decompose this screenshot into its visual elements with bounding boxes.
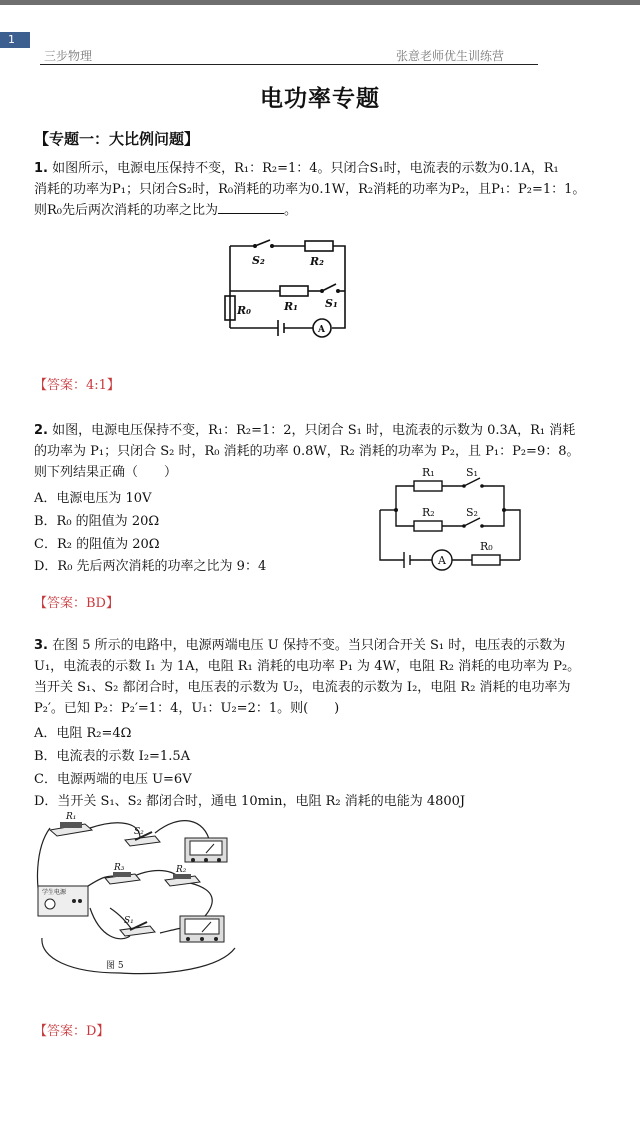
q1-number: 1. bbox=[34, 161, 48, 176]
q1-fig-s1: S₁ bbox=[325, 297, 338, 310]
q3-fig-s1: S₁ bbox=[124, 916, 134, 926]
q1-fig-s2: S₂ bbox=[252, 254, 265, 267]
q1-line3-end: 。 bbox=[284, 203, 298, 218]
q1-fig-r1: R₁ bbox=[284, 300, 298, 313]
q3-option-d: D．当开关 S₁、S₂ 都闭合时，通电 10min，电阻 R₂ 消耗的电能为 4800J bbox=[34, 794, 466, 809]
q3-text bbox=[34, 635, 604, 719]
q3-physical-circuit-diagram bbox=[30, 808, 254, 980]
q3-fig-r2: R₂ bbox=[176, 865, 187, 875]
q2-line1: 如图，电源电压保持不变，R₁：R₂=1：2，只闭合 S₁ 时，电流表的示数为 0.3A，R₁ 消耗 bbox=[52, 423, 576, 438]
q2-option-d: D．R₀ 先后两次消耗的功率之比为 9：4 bbox=[34, 559, 267, 574]
q2-fig-r1: R₁ bbox=[422, 466, 435, 479]
q1-line2: 消耗的功率为P₁；只闭合S₂时，R₀消耗的功率为0.1W，R₂消耗的功率为P₂，且P₁：P₂=1：1。 bbox=[34, 182, 586, 197]
q1-blank bbox=[218, 201, 284, 214]
q3-line1: 在图 5 所示的电路中，电源两端电压 U 保持不变。当只闭合开关 S₁ 时，电压表的示数为 bbox=[52, 638, 566, 653]
q2-line3: 则下列结果正确（ ） bbox=[34, 465, 178, 480]
q2-circuit-diagram bbox=[374, 464, 526, 578]
q3-fig-r1: R₁ bbox=[66, 812, 77, 822]
q3-number: 3. bbox=[34, 638, 48, 653]
q1-line1: 如图所示，电源电压保持不变，R₁：R₂=1：4。只闭合S₁时，电流表的示数为0.1A，R₁ bbox=[52, 161, 559, 176]
q3-line3: 当开关 S₁、S₂ 都闭合时，电压表的示数为 U₂，电流表的示数为 I₂，电阻 R₂ 消耗的电功率为 bbox=[34, 680, 571, 695]
q1-answer: 【答案：4:1】 bbox=[34, 378, 120, 393]
q3-resistor-r3 bbox=[105, 872, 140, 884]
q3-line2: U₁，电流表的示数 I₁ 为 1A，电阻 R₁ 消耗的电功率 P₁ 为 4W，电阻 R₂ 消耗的电功率为 P₂。 bbox=[34, 659, 581, 674]
page-number-badge: 1 bbox=[0, 32, 30, 48]
q2-fig-s1: S₁ bbox=[466, 466, 478, 479]
q3-fig-r3: R₃ bbox=[114, 863, 125, 873]
q3-resistor-r1 bbox=[50, 822, 92, 836]
q1-fig-r0: R₀ bbox=[237, 304, 251, 317]
q3-option-b: B．电流表的示数 I₂=1.5A bbox=[34, 749, 190, 764]
q2-fig-r2: R₂ bbox=[422, 506, 435, 519]
q1-circuit-diagram bbox=[210, 238, 360, 348]
q3-supply-label: 学生电源 bbox=[42, 889, 67, 896]
q2-fig-s2: S₂ bbox=[466, 506, 478, 519]
q3-option-a: A．电阻 R₂=4Ω bbox=[34, 726, 132, 741]
q2-option-c: C．R₂ 的阻值为 20Ω bbox=[34, 537, 160, 552]
q3-fig-caption: 图 5 bbox=[106, 961, 124, 971]
q1-line3: 则R₀先后两次消耗的功率之比为 bbox=[34, 203, 218, 218]
q1-fig-ammeter: A bbox=[318, 325, 325, 335]
q2-fig-ammeter: A bbox=[438, 554, 446, 567]
q2-option-a: A．电源电压为 10V bbox=[34, 491, 152, 506]
header-left: 三步物理 bbox=[44, 49, 93, 63]
page-title: 电功率专题 bbox=[260, 86, 380, 112]
q3-fig-s2: S₂ bbox=[134, 827, 144, 837]
q2-fig-r0: R₀ bbox=[480, 540, 493, 553]
q3-line4: P₂′。已知 P₂：P₂′=1：4，U₁：U₂=2：1。则( ) bbox=[34, 701, 340, 716]
top-bar bbox=[0, 0, 640, 5]
q1-fig-r2: R₂ bbox=[310, 255, 324, 268]
header-rule bbox=[40, 64, 538, 65]
section-heading: 【专题一：大比例问题】 bbox=[34, 130, 200, 148]
q3-meter-top bbox=[185, 838, 227, 862]
q3-option-c: C．电源两端的电压 U=6V bbox=[34, 772, 192, 787]
q2-answer: 【答案：BD】 bbox=[34, 596, 119, 611]
q3-meter-bottom bbox=[180, 916, 224, 942]
header-right: 张意老师优生训练营 bbox=[396, 49, 505, 63]
q1-text bbox=[34, 158, 604, 221]
q3-power-supply bbox=[38, 886, 88, 916]
q2-line2: 的功率为 P₁；只闭合 S₂ 时，R₀ 消耗的功率 0.8W，R₂ 消耗的功率为 P₂，且 P₁：P₂=9：8。 bbox=[34, 444, 580, 459]
q3-answer: 【答案：D】 bbox=[34, 1024, 110, 1039]
q2-number: 2. bbox=[34, 423, 48, 438]
q2-option-b: B．R₀ 的阻值为 20Ω bbox=[34, 514, 160, 529]
